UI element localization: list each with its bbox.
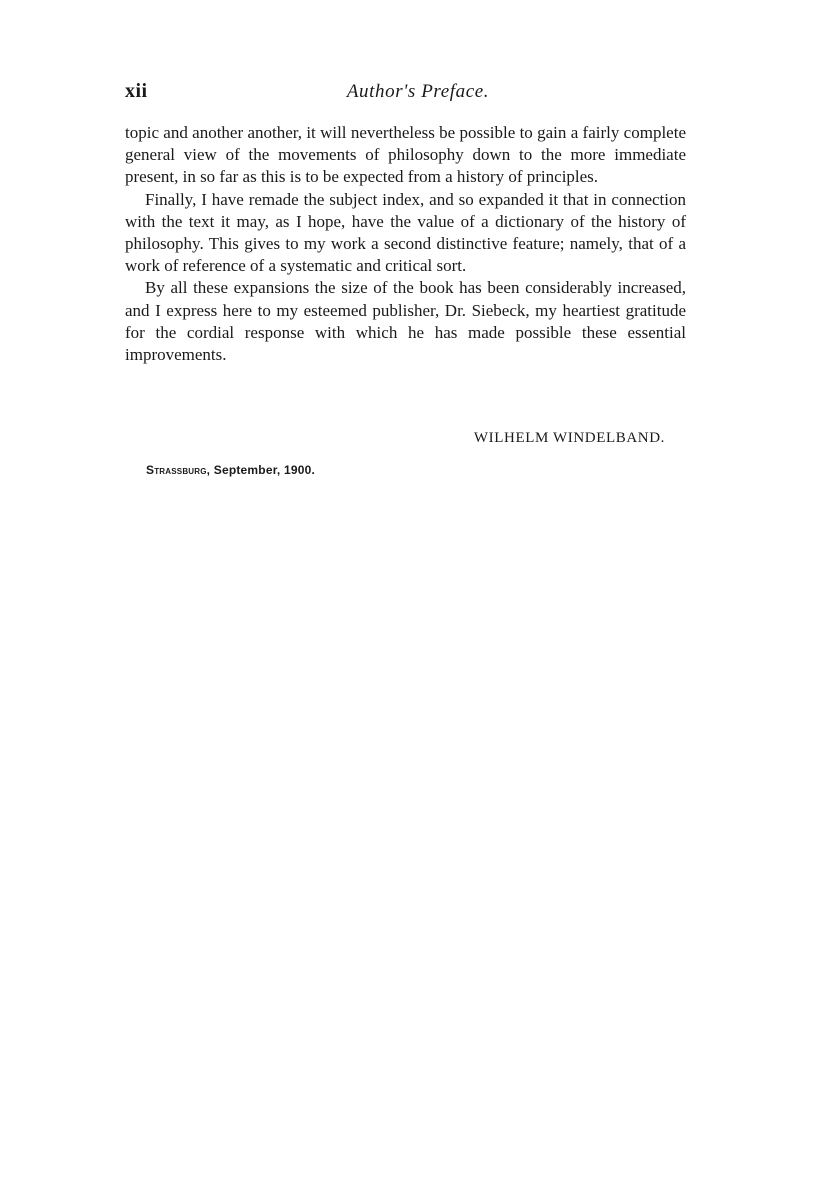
dateline-date: , September, 1900. [206,463,315,477]
running-head [125,80,686,104]
paragraph: By all these expansions the size of the book has been considerably increased, and I express here to my esteemed publisher, Dr. Siebeck, my heartiest gratitude for the cordial response with which he has made possible these essential improvements. [125,278,686,365]
dateline-place: Strassburg [146,463,207,477]
paragraph: topic and another another, it will nevertheless be possible to gain a fairly complete general view of the movements of philosophy down to the more immediate present, in so far as this is to be expected from a history of principles. [125,123,686,187]
preface-body [125,122,686,366]
paragraph: Finally, I have remade the subject index, and so expanded it that in connection with the text it may, as I hope, have the value of a dictionary of the history of philosophy. This gives to my work a second distinctive feature; namely, that of a work of reference of a systematic and critical sort. [125,189,686,276]
author-signature: WILHELM WINDELBAND. [473,430,665,446]
running-title: Author's Preface. [346,81,490,102]
dateline [146,463,315,477]
page-number: xii [125,80,148,102]
